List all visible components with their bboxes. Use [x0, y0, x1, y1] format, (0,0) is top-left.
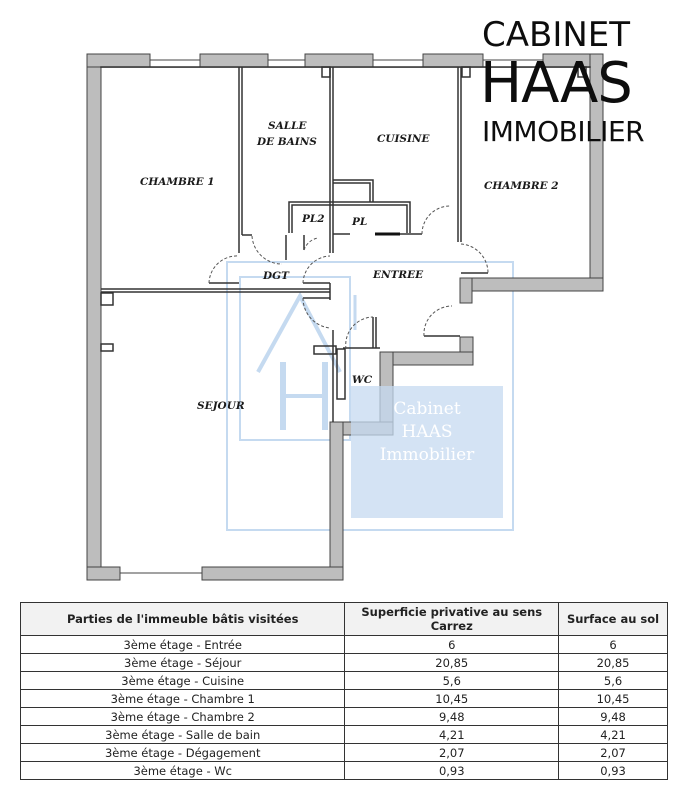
cell-sol: 4,21: [559, 726, 668, 744]
brand-logo: [480, 15, 645, 148]
room-label-entree: ENTREE: [373, 269, 424, 281]
cell-carrez: 4,21: [345, 726, 559, 744]
cell-carrez: 9,48: [345, 708, 559, 726]
cell-sol: 0,93: [559, 762, 668, 780]
header-parties: Parties de l'immeuble bâtis visitées: [21, 603, 345, 636]
room-label-pl: PL: [352, 216, 368, 228]
cell-part: 3ème étage - Wc: [21, 762, 345, 780]
cell-sol: 2,07: [559, 744, 668, 762]
watermark-line2: HAAS: [401, 422, 453, 442]
room-label-sejour: SEJOUR: [197, 400, 245, 412]
room-label-chambre1: CHAMBRE 1: [140, 176, 215, 188]
brand-line3: IMMOBILIER: [482, 115, 645, 148]
cell-carrez: 6: [345, 636, 559, 654]
table-row: [21, 636, 668, 654]
cell-carrez: 2,07: [345, 744, 559, 762]
room-label-wc: WC: [352, 374, 373, 386]
surface-table: [20, 602, 668, 780]
room-label-salle-de-bains-2: DE BAINS: [257, 136, 317, 148]
watermark-line1: Cabinet: [393, 399, 461, 419]
cell-sol: 6: [559, 636, 668, 654]
cell-part: 3ème étage - Salle de bain: [21, 726, 345, 744]
cell-carrez: 10,45: [345, 690, 559, 708]
header-carrez: Superficie privative au sens Carrez: [345, 603, 559, 636]
cell-part: 3ème étage - Séjour: [21, 654, 345, 672]
room-label-pl2: PL2: [302, 213, 325, 225]
cell-sol: 9,48: [559, 708, 668, 726]
room-label-cuisine: CUISINE: [377, 133, 430, 145]
cell-sol: 20,85: [559, 654, 668, 672]
cell-part: 3ème étage - Chambre 1: [21, 690, 345, 708]
table-header-row: [21, 603, 668, 636]
table-row: [21, 726, 668, 744]
watermark-text: [351, 398, 503, 467]
cell-carrez: 0,93: [345, 762, 559, 780]
cell-part: 3ème étage - Cuisine: [21, 672, 345, 690]
table-row: [21, 672, 668, 690]
table-row: [21, 762, 668, 780]
cell-carrez: 5,6: [345, 672, 559, 690]
room-label-dgt: DGT: [263, 270, 289, 282]
table-row: [21, 708, 668, 726]
cell-sol: 10,45: [559, 690, 668, 708]
cell-part: 3ème étage - Entrée: [21, 636, 345, 654]
brand-line2: HAAS: [480, 51, 632, 116]
header-surface-sol: Surface au sol: [559, 603, 668, 636]
table-row: [21, 654, 668, 672]
cell-part: 3ème étage - Dégagement: [21, 744, 345, 762]
brand-line1: CABINET: [482, 15, 631, 55]
watermark-line3: Immobilier: [379, 445, 475, 465]
table-row: [21, 690, 668, 708]
cell-carrez: 20,85: [345, 654, 559, 672]
room-label-chambre2: CHAMBRE 2: [484, 180, 559, 192]
cell-sol: 5,6: [559, 672, 668, 690]
cell-part: 3ème étage - Chambre 2: [21, 708, 345, 726]
room-label-salle-de-bains: SALLE: [268, 120, 307, 132]
table-row: [21, 744, 668, 762]
